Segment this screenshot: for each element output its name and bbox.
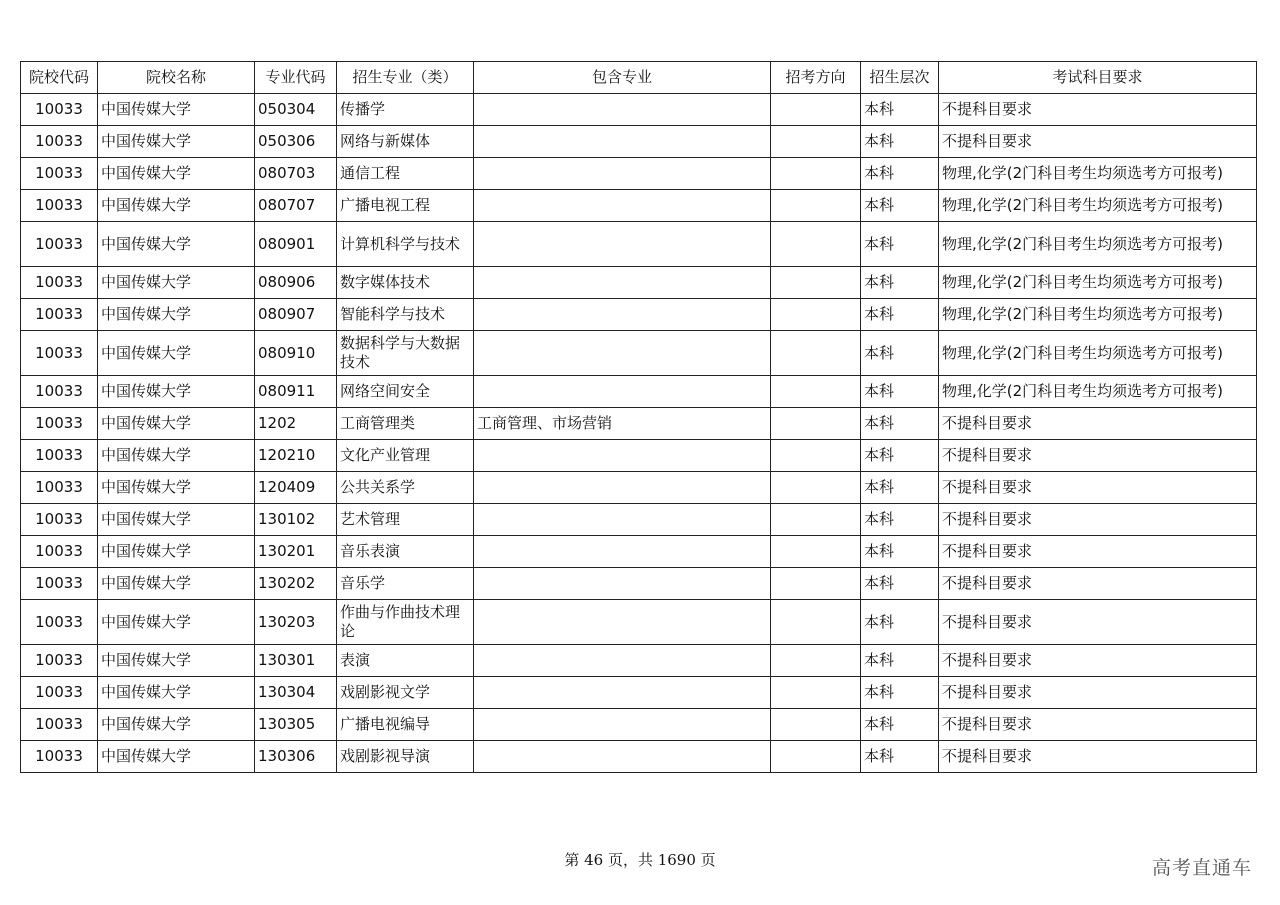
cell-level: 本科 [861, 376, 939, 408]
cell-included [474, 677, 771, 709]
cell-included [474, 94, 771, 126]
table-row [21, 504, 1257, 536]
cell-major: 网络与新媒体 [337, 126, 474, 158]
cell-major-code: 130102 [255, 504, 337, 536]
cell-included [474, 267, 771, 299]
cell-major: 通信工程 [337, 158, 474, 190]
cell-major: 表演 [337, 645, 474, 677]
table-row [21, 94, 1257, 126]
cell-school-name: 中国传媒大学 [98, 600, 255, 645]
cell-level: 本科 [861, 126, 939, 158]
cell-level: 本科 [861, 299, 939, 331]
cell-school-code: 10033 [21, 222, 98, 267]
cell-included [474, 504, 771, 536]
cell-level: 本科 [861, 408, 939, 440]
cell-direction [771, 299, 861, 331]
cell-level: 本科 [861, 645, 939, 677]
cell-requirement: 不提科目要求 [939, 677, 1257, 709]
cell-direction [771, 440, 861, 472]
cell-requirement: 不提科目要求 [939, 94, 1257, 126]
cell-major-code: 130201 [255, 536, 337, 568]
table-row [21, 190, 1257, 222]
cell-school-name: 中国传媒大学 [98, 709, 255, 741]
cell-school-code: 10033 [21, 299, 98, 331]
cell-requirement: 物理,化学(2门科目考生均须选考方可报考) [939, 299, 1257, 331]
table-row [21, 299, 1257, 331]
cell-major: 音乐表演 [337, 536, 474, 568]
cell-major: 广播电视编导 [337, 709, 474, 741]
col-header-major: 招生专业（类） [337, 62, 474, 94]
cell-school-name: 中国传媒大学 [98, 645, 255, 677]
cell-requirement: 物理,化学(2门科目考生均须选考方可报考) [939, 158, 1257, 190]
cell-major: 工商管理类 [337, 408, 474, 440]
cell-school-code: 10033 [21, 536, 98, 568]
cell-major-code: 050306 [255, 126, 337, 158]
cell-school-name: 中国传媒大学 [98, 677, 255, 709]
cell-requirement: 不提科目要求 [939, 504, 1257, 536]
cell-school-name: 中国传媒大学 [98, 94, 255, 126]
cell-level: 本科 [861, 472, 939, 504]
cell-direction [771, 408, 861, 440]
cell-included [474, 126, 771, 158]
cell-requirement: 不提科目要求 [939, 568, 1257, 600]
cell-major-code: 080906 [255, 267, 337, 299]
cell-major-code: 080703 [255, 158, 337, 190]
cell-major-code: 130301 [255, 645, 337, 677]
cell-school-name: 中国传媒大学 [98, 472, 255, 504]
cell-school-name: 中国传媒大学 [98, 741, 255, 773]
cell-level: 本科 [861, 158, 939, 190]
cell-direction [771, 568, 861, 600]
cell-requirement: 物理,化学(2门科目考生均须选考方可报考) [939, 190, 1257, 222]
cell-major-code: 1202 [255, 408, 337, 440]
table-row [21, 568, 1257, 600]
cell-level: 本科 [861, 267, 939, 299]
cell-major: 艺术管理 [337, 504, 474, 536]
cell-requirement: 物理,化学(2门科目考生均须选考方可报考) [939, 331, 1257, 376]
col-header-direction: 招考方向 [771, 62, 861, 94]
table-row [21, 440, 1257, 472]
cell-requirement: 不提科目要求 [939, 600, 1257, 645]
cell-level: 本科 [861, 504, 939, 536]
enrollment-table [20, 61, 1257, 773]
table-row [21, 331, 1257, 376]
cell-direction [771, 376, 861, 408]
cell-direction [771, 741, 861, 773]
table-row [21, 600, 1257, 645]
table-row [21, 267, 1257, 299]
col-header-school-code: 院校代码 [21, 62, 98, 94]
cell-requirement: 不提科目要求 [939, 741, 1257, 773]
cell-included [474, 472, 771, 504]
table-row [21, 222, 1257, 267]
col-header-major-code: 专业代码 [255, 62, 337, 94]
watermark-text: 高考直通车 [1151, 857, 1252, 879]
cell-major-code: 080911 [255, 376, 337, 408]
cell-requirement: 不提科目要求 [939, 126, 1257, 158]
cell-included [474, 158, 771, 190]
cell-school-code: 10033 [21, 331, 98, 376]
cell-included [474, 299, 771, 331]
table-row [21, 158, 1257, 190]
cell-school-code: 10033 [21, 677, 98, 709]
table-row [21, 741, 1257, 773]
cell-requirement: 不提科目要求 [939, 408, 1257, 440]
cell-major: 广播电视工程 [337, 190, 474, 222]
cell-level: 本科 [861, 741, 939, 773]
cell-school-name: 中国传媒大学 [98, 440, 255, 472]
cell-direction [771, 536, 861, 568]
cell-direction [771, 504, 861, 536]
cell-level: 本科 [861, 536, 939, 568]
cell-school-code: 10033 [21, 126, 98, 158]
cell-requirement: 不提科目要求 [939, 472, 1257, 504]
cell-major-code: 080707 [255, 190, 337, 222]
col-header-requirement: 考试科目要求 [939, 62, 1257, 94]
cell-school-code: 10033 [21, 190, 98, 222]
cell-level: 本科 [861, 331, 939, 376]
table-row [21, 126, 1257, 158]
cell-major: 网络空间安全 [337, 376, 474, 408]
cell-requirement: 不提科目要求 [939, 440, 1257, 472]
cell-major: 传播学 [337, 94, 474, 126]
cell-level: 本科 [861, 94, 939, 126]
col-header-included: 包含专业 [474, 62, 771, 94]
page-number: 第 46 页，共 1690 页 [564, 851, 716, 869]
cell-school-name: 中国传媒大学 [98, 376, 255, 408]
cell-direction [771, 677, 861, 709]
cell-school-name: 中国传媒大学 [98, 568, 255, 600]
cell-included [474, 600, 771, 645]
cell-requirement: 物理,化学(2门科目考生均须选考方可报考) [939, 376, 1257, 408]
cell-major: 戏剧影视文学 [337, 677, 474, 709]
table-row [21, 408, 1257, 440]
cell-level: 本科 [861, 222, 939, 267]
cell-major: 智能科学与技术 [337, 299, 474, 331]
cell-included [474, 645, 771, 677]
cell-major-code: 080910 [255, 331, 337, 376]
cell-level: 本科 [861, 568, 939, 600]
table-row [21, 376, 1257, 408]
cell-level: 本科 [861, 600, 939, 645]
cell-major: 计算机科学与技术 [337, 222, 474, 267]
cell-requirement: 不提科目要求 [939, 536, 1257, 568]
cell-level: 本科 [861, 709, 939, 741]
cell-school-code: 10033 [21, 267, 98, 299]
col-header-school-name: 院校名称 [98, 62, 255, 94]
header-row [21, 62, 1257, 94]
cell-school-name: 中国传媒大学 [98, 267, 255, 299]
cell-school-name: 中国传媒大学 [98, 331, 255, 376]
cell-school-name: 中国传媒大学 [98, 536, 255, 568]
cell-school-code: 10033 [21, 94, 98, 126]
table-row [21, 677, 1257, 709]
cell-major-code: 130203 [255, 600, 337, 645]
cell-included [474, 222, 771, 267]
cell-major: 音乐学 [337, 568, 474, 600]
cell-school-name: 中国传媒大学 [98, 126, 255, 158]
cell-school-code: 10033 [21, 645, 98, 677]
cell-direction [771, 126, 861, 158]
cell-major-code: 120210 [255, 440, 337, 472]
cell-major-code: 080907 [255, 299, 337, 331]
cell-included [474, 568, 771, 600]
cell-school-code: 10033 [21, 600, 98, 645]
cell-direction [771, 645, 861, 677]
cell-included: 工商管理、市场营销 [474, 408, 771, 440]
cell-school-code: 10033 [21, 709, 98, 741]
cell-direction [771, 94, 861, 126]
cell-requirement: 物理,化学(2门科目考生均须选考方可报考) [939, 222, 1257, 267]
cell-major-code: 080901 [255, 222, 337, 267]
table-row [21, 645, 1257, 677]
cell-level: 本科 [861, 677, 939, 709]
cell-direction [771, 158, 861, 190]
cell-major: 数据科学与大数据技术 [337, 331, 474, 376]
cell-school-name: 中国传媒大学 [98, 408, 255, 440]
cell-included [474, 331, 771, 376]
cell-major: 公共关系学 [337, 472, 474, 504]
cell-major-code: 130304 [255, 677, 337, 709]
cell-direction [771, 709, 861, 741]
cell-level: 本科 [861, 440, 939, 472]
cell-major: 文化产业管理 [337, 440, 474, 472]
cell-major: 作曲与作曲技术理论 [337, 600, 474, 645]
cell-included [474, 536, 771, 568]
cell-school-code: 10033 [21, 568, 98, 600]
cell-school-code: 10033 [21, 472, 98, 504]
cell-school-name: 中国传媒大学 [98, 222, 255, 267]
cell-school-name: 中国传媒大学 [98, 299, 255, 331]
cell-direction [771, 267, 861, 299]
cell-included [474, 709, 771, 741]
table-row [21, 472, 1257, 504]
cell-included [474, 440, 771, 472]
cell-school-code: 10033 [21, 440, 98, 472]
cell-school-code: 10033 [21, 504, 98, 536]
cell-major-code: 050304 [255, 94, 337, 126]
cell-requirement: 不提科目要求 [939, 709, 1257, 741]
cell-school-code: 10033 [21, 376, 98, 408]
cell-direction [771, 190, 861, 222]
cell-requirement: 不提科目要求 [939, 645, 1257, 677]
cell-direction [771, 472, 861, 504]
cell-school-code: 10033 [21, 158, 98, 190]
cell-major-code: 130202 [255, 568, 337, 600]
cell-major-code: 120409 [255, 472, 337, 504]
table-body [21, 94, 1257, 773]
cell-included [474, 376, 771, 408]
table-row [21, 709, 1257, 741]
cell-direction [771, 331, 861, 376]
cell-major-code: 130305 [255, 709, 337, 741]
cell-included [474, 190, 771, 222]
cell-school-code: 10033 [21, 408, 98, 440]
cell-school-name: 中国传媒大学 [98, 504, 255, 536]
cell-level: 本科 [861, 190, 939, 222]
cell-included [474, 741, 771, 773]
cell-major: 数字媒体技术 [337, 267, 474, 299]
cell-school-code: 10033 [21, 741, 98, 773]
cell-requirement: 物理,化学(2门科目考生均须选考方可报考) [939, 267, 1257, 299]
cell-direction [771, 600, 861, 645]
table-row [21, 536, 1257, 568]
cell-school-name: 中国传媒大学 [98, 190, 255, 222]
col-header-level: 招生层次 [861, 62, 939, 94]
cell-direction [771, 222, 861, 267]
cell-major-code: 130306 [255, 741, 337, 773]
cell-school-name: 中国传媒大学 [98, 158, 255, 190]
cell-major: 戏剧影视导演 [337, 741, 474, 773]
